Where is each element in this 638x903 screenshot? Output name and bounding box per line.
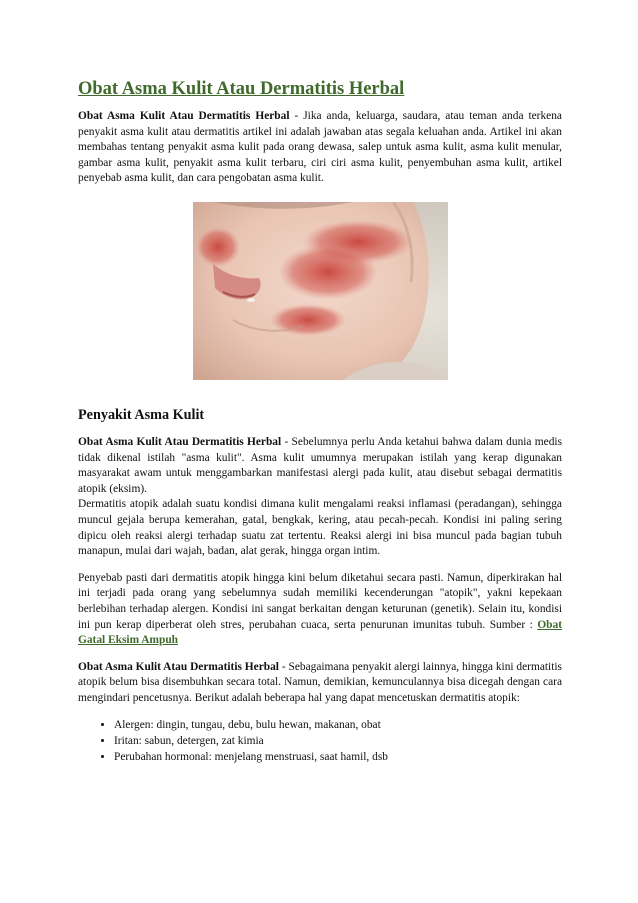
list-item: • Iritan: sabun, detergen, zat kimia — [114, 734, 562, 750]
list-item: • Perubahan hormonal: menjelang menstruasi, saat hamil, dsb — [114, 750, 562, 766]
page-title: Obat Asma Kulit Atau Dermatitis Herbal — [78, 79, 405, 99]
baby-eczema-photo — [193, 202, 448, 380]
paragraph-3-lead: Obat Asma Kulit Atau Dermatitis Herbal — [78, 660, 279, 673]
paragraph-2 — [78, 571, 562, 649]
intro-paragraph — [78, 109, 562, 187]
trigger-list — [78, 718, 562, 765]
document-page — [78, 78, 562, 765]
paragraph-2-text: Penyebab pasti dari dermatitis atopik hingga kini belum diketahui secara pasti. Namun, diperkirakan hal ini terjadi pada orang yang sebelumnya sudah memiliki kecenderungan "atopik", yakni kepekaan berlebihan terhadap alergen. Kondisi ini sangat berkaitan dengan keturunan (genetik). Selain itu, kondisi ini pun kerap diperberat oleh stres, perubahan cuaca, serta penurunan imunitas tubuh. Sumber : — [78, 571, 562, 631]
source-link[interactable]: Obat Gatal Eksim Ampuh — [78, 618, 562, 647]
intro-lead: Obat Asma Kulit Atau Dermatitis Herbal — [78, 110, 290, 122]
list-item: • Alergen: dingin, tungau, debu, bulu hewan, makanan, obat — [114, 718, 562, 734]
paragraph-3-text: - Sebagaimana penyakit alergi lainnya, hingga kini dermatitis atopik belum bisa disembuhkan secara total. Namun, demikian, kemunculannya bisa dicegah dengan cara mengindari pencetusnya. Berikut adalah beberapa hal yang dapat mencetuskan dermatitis atopik: — [78, 660, 562, 704]
intro-text: - Jika anda, keluarga, saudara, atau teman anda terkena penyakit asma kulit atau dermatitis artikel ini adalah jawaban atas segala keluahan anda. Artikel ini akan membahas tentang penyakit asma kulit pada orang dewasa, salep untuk asma kulit, asma kulit menular, gambar asma kulit, penyakit asma kulit terbaru, ciri ciri asma kulit, penyembuhan asma kulit, artikel penyebab asma kulit, dan cara pengobatan asma kulit. — [78, 110, 562, 185]
paragraph-3 — [78, 660, 562, 707]
section-heading: Penyakit Asma Kulit — [78, 406, 205, 423]
paragraph-1-continued: Dermatitis atopik adalah suatu kondisi dimana kulit mengalami reaksi inflamasi (peradangan), sehingga muncul gejala berupa kemerahan, gatal, bengkak, kering, atau pecah-pecah. Kondisi ini paling sering dipicu oleh reaksi alergi terhadap suatu zat tertentu. Reaksi alergi ini bisa muncul pada bagian tubuh manapun, mulai dari wajah, badan, alat gerak, hingga organ intim. — [78, 498, 562, 558]
paragraph-1-text: - Sebelumnya perlu Anda ketahui bahwa dalam dunia medis tidak dikenal istilah "asma kulit". Asma kulit umumnya merupakan istilah yang kerap digunakan masyarakat awam untuk menggambarkan manifestasi alergi pada kulit, atau disebut sebagai dermatitis atopik (eksim). — [78, 435, 562, 495]
paragraph-1 — [78, 435, 562, 497]
paragraph-1-lead: Obat Asma Kulit Atau Dermatitis Herbal — [78, 435, 282, 448]
